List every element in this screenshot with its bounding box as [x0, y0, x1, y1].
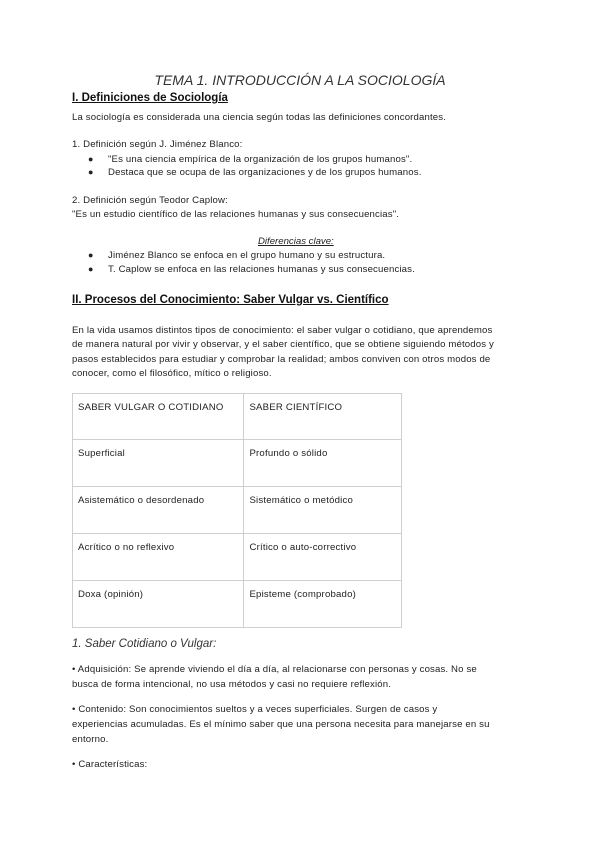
list-item-text: Destaca que se ocupa de las organizaciones y de los grupos humanos.: [108, 167, 422, 178]
table-row: [73, 534, 402, 581]
definition-2-label: 2. Definición según Teodor Caplow:: [72, 195, 228, 206]
characteristics-label: • Características:: [72, 759, 148, 770]
paragraph-line: experiencias acumuladas. Es el mínimo saber que una persona necesita para manejarse en su: [72, 719, 490, 730]
paragraph-line: conocer, como el filosófico, mítico o religioso.: [72, 368, 272, 379]
list-item: [88, 154, 413, 165]
list-item: [88, 264, 415, 275]
list-item: [88, 250, 386, 261]
table-cell: Episteme (comprobado): [244, 581, 402, 628]
table-cell: Crítico o auto-correctivo: [244, 534, 402, 581]
list-item-text: T. Caplow se enfoca en las relaciones humanas y sus consecuencias.: [108, 264, 415, 275]
list-item-text: "Es una ciencia empírica de la organización de los grupos humanos".: [108, 154, 413, 165]
table-header-row: [73, 394, 402, 440]
bullet-icon: ●: [88, 154, 94, 164]
paragraph-line: En la vida usamos distintos tipos de conocimiento: el saber vulgar o cotidiano, que aprendemos: [72, 325, 493, 336]
list-item: [88, 167, 422, 178]
definition-2-quote: "Es un estudio científico de las relaciones humanas y sus consecuencias".: [72, 209, 400, 220]
subsection-1-heading: 1. Saber Cotidiano o Vulgar:: [72, 638, 217, 650]
bullet-icon: ●: [88, 264, 94, 274]
table-cell: Acrítico o no reflexivo: [73, 534, 244, 581]
paragraph-line: de manera natural por vivir y observar, y el saber científico, que se obtiene siguiendo métodos y: [72, 339, 494, 350]
paragraph-line: pasos establecidos para estudiar y comprobar la realidad; ambos conviven con otros modos de: [72, 354, 491, 365]
paragraph-line: • Adquisición: Se aprende viviendo el día a día, al relacionarse con personas y cosas. No se: [72, 664, 477, 675]
bullet-icon: ●: [88, 167, 94, 177]
table-header-cell: SABER VULGAR O COTIDIANO: [73, 394, 244, 440]
table-cell: Superficial: [73, 440, 244, 487]
section-1-intro: La sociología es considerada una ciencia según todas las definiciones concordantes.: [72, 112, 447, 123]
table-cell: Doxa (opinión): [73, 581, 244, 628]
page-title: TEMA 1. INTRODUCCIÓN A LA SOCIOLOGÍA: [154, 72, 446, 88]
table-row: [73, 487, 402, 534]
table-header-cell: SABER CIENTÍFICO: [244, 394, 402, 440]
paragraph-line: busca de forma intencional, no usa métodos y casi no requiere reflexión.: [72, 679, 392, 690]
section-2-heading: II. Procesos del Conocimiento: Saber Vulgar vs. Científico: [72, 294, 389, 306]
comparison-table: [72, 393, 402, 628]
table-row: [73, 440, 402, 487]
paragraph-line: entorno.: [72, 734, 109, 745]
table-cell: Profundo o sólido: [244, 440, 402, 487]
list-item-text: Jiménez Blanco se enfoca en el grupo humano y su estructura.: [108, 250, 386, 261]
paragraph-line: • Contenido: Son conocimientos sueltos y a veces superficiales. Surgen de casos y: [72, 704, 438, 715]
section-1-heading: I. Definiciones de Sociología: [72, 92, 228, 104]
differences-heading: Diferencias clave:: [258, 236, 334, 247]
bullet-icon: ●: [88, 250, 94, 260]
table-cell: Asistemático o desordenado: [73, 487, 244, 534]
definition-1-label: 1. Definición según J. Jiménez Blanco:: [72, 139, 243, 150]
table-cell: Sistemático o metódico: [244, 487, 402, 534]
table-row: [73, 581, 402, 628]
